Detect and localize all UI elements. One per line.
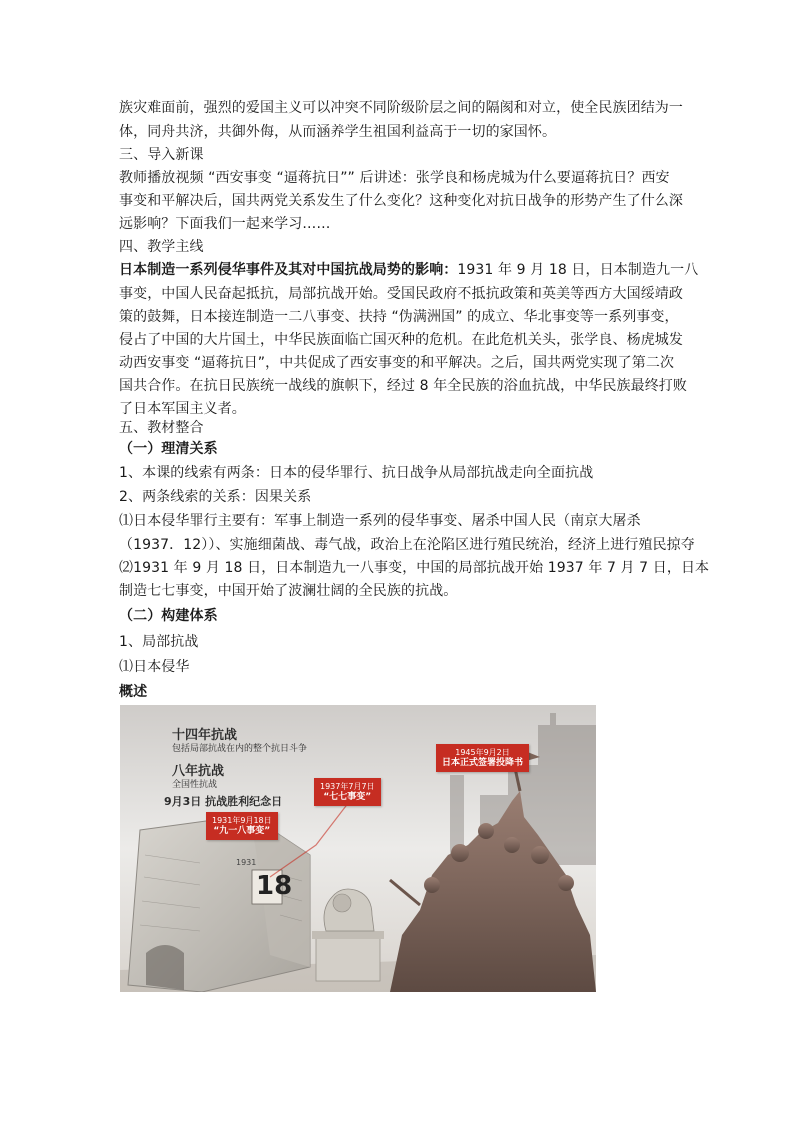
section5-item3: 1、局部抗战 bbox=[119, 634, 199, 650]
figure-victory-day: 9月3日 抗战胜利纪念日 bbox=[164, 795, 283, 808]
section5-item2-2-line2: 制造七七事变，中国开始了波澜壮阔的全民族的抗战。 bbox=[119, 583, 458, 599]
section4-heading: 四、教学主线 bbox=[119, 239, 204, 255]
section5-item2-2-line1: ⑵1931 年 9 月 18 日，日本制造九一八事变，中国的局部抗战开始 1937 年 7 月 7 日，日本 bbox=[119, 560, 710, 576]
section3-line-3: 远影响？下面我们一起来学习…… bbox=[119, 216, 331, 232]
section5-overview: 概述 bbox=[119, 684, 148, 700]
intro-line-1: 族灾难面前，强烈的爱国主义可以冲突不同阶级阶层之间的隔阂和对立，使全民族团结为一 bbox=[119, 100, 683, 116]
calendar-monument bbox=[128, 815, 310, 992]
tag3-event: 日本正式签署投降书 bbox=[442, 758, 524, 768]
tag-sept-18-incident bbox=[206, 812, 278, 840]
section5-sub1: （一）理清关系 bbox=[119, 441, 218, 457]
anti-japanese-war-timeline-figure bbox=[120, 705, 596, 992]
section5-item1: 1、本课的线索有两条：日本的侵华罪行、抗日战争从局部抗战走向全面抗战 bbox=[119, 465, 594, 481]
section5-item3-1: ⑴日本侵华 bbox=[119, 659, 190, 675]
section4-line-2: 事变，中国人民奋起抵抗，局部抗战开始。受国民政府不抵抗政策和英美等西方大国绥靖政 bbox=[119, 286, 683, 302]
intro-line-2: 体，同舟共济，共御外侮，从而涵养学生祖国利益高于一切的家国怀。 bbox=[119, 124, 557, 140]
section5-item2-1-line2: （1937．12））、实施细菌战、毒气战，政治上在沦陷区进行殖民统治，经济上进行殖民掠夺 bbox=[119, 537, 695, 553]
figure-title-8-years: 八年抗战 bbox=[172, 764, 225, 779]
section5-sub2: （二）构建体系 bbox=[119, 608, 218, 624]
section4-line-5: 动西安事变 “逼蒋抗日”，中共促成了西安事变的和平解决。之后，国共两党实现了第二次 bbox=[119, 355, 675, 371]
tag1-date: 1931年9月18日 bbox=[212, 816, 272, 825]
section5-heading: 五、教材整合 bbox=[119, 420, 204, 436]
figure-sub-14-years: 包括局部抗战在内的整个抗日斗争 bbox=[172, 744, 308, 754]
tag3-date: 1945年9月2日 bbox=[455, 748, 510, 757]
section4-line-6: 国共合作。在抗日民族统一战线的旗帜下，经过 8 年全民族的浴血抗战，中华民族最终打败 bbox=[119, 378, 688, 394]
section3-line-2: 事变和平解决后，国共两党关系发生了什么变化？这种变化对抗日战争的形势产生了什么深 bbox=[119, 193, 683, 209]
section5-item2: 2、两条线索的关系：因果关系 bbox=[119, 489, 312, 505]
figure-title-14-years: 十四年抗战 bbox=[172, 728, 238, 743]
tag-surrender-signing bbox=[436, 744, 529, 772]
tag-july-7-incident bbox=[314, 778, 381, 806]
figure-sub-8-years: 全国性抗战 bbox=[172, 780, 218, 790]
section4-bold-lead: 日本制造一系列侵华事件及其对中国抗战局势的影响： bbox=[119, 262, 458, 278]
section3-heading: 三、导入新课 bbox=[119, 147, 204, 163]
section4-line-3: 策的鼓舞，日本接连制造一二八事变、扶持 “伪满洲国” 的成立、华北事变等一系列事变， bbox=[119, 309, 679, 325]
section3-line-1: 教师播放视频 “西安事变 “逼蒋抗日”” 后讲述：张学良和杨虎城为什么要逼蒋抗日？西安 bbox=[119, 170, 670, 186]
tag2-date: 1937年7月7日 bbox=[320, 782, 375, 791]
section4-line-7: 了日本军国主义者。 bbox=[119, 401, 246, 417]
section5-item2-1-line1: ⑴日本侵华罪行主要有：军事上制造一系列的侵华事变、屠杀中国人民（南京大屠杀 bbox=[119, 513, 641, 529]
section4-line-4: 侵占了中国的大片国土，中华民族面临亡国灭种的危机。在此危机关头，张学良、杨虎城发 bbox=[119, 332, 683, 348]
monument-day: 18 bbox=[256, 871, 293, 901]
section4-line1-rest: 1931 年 9 月 18 日，日本制造九一八 bbox=[457, 262, 699, 278]
tag2-event: “七七事变” bbox=[323, 792, 372, 802]
section4-line-1 bbox=[119, 259, 699, 282]
tag1-event: “九一八事变” bbox=[213, 826, 271, 836]
monument-year: 1931 bbox=[236, 858, 257, 867]
